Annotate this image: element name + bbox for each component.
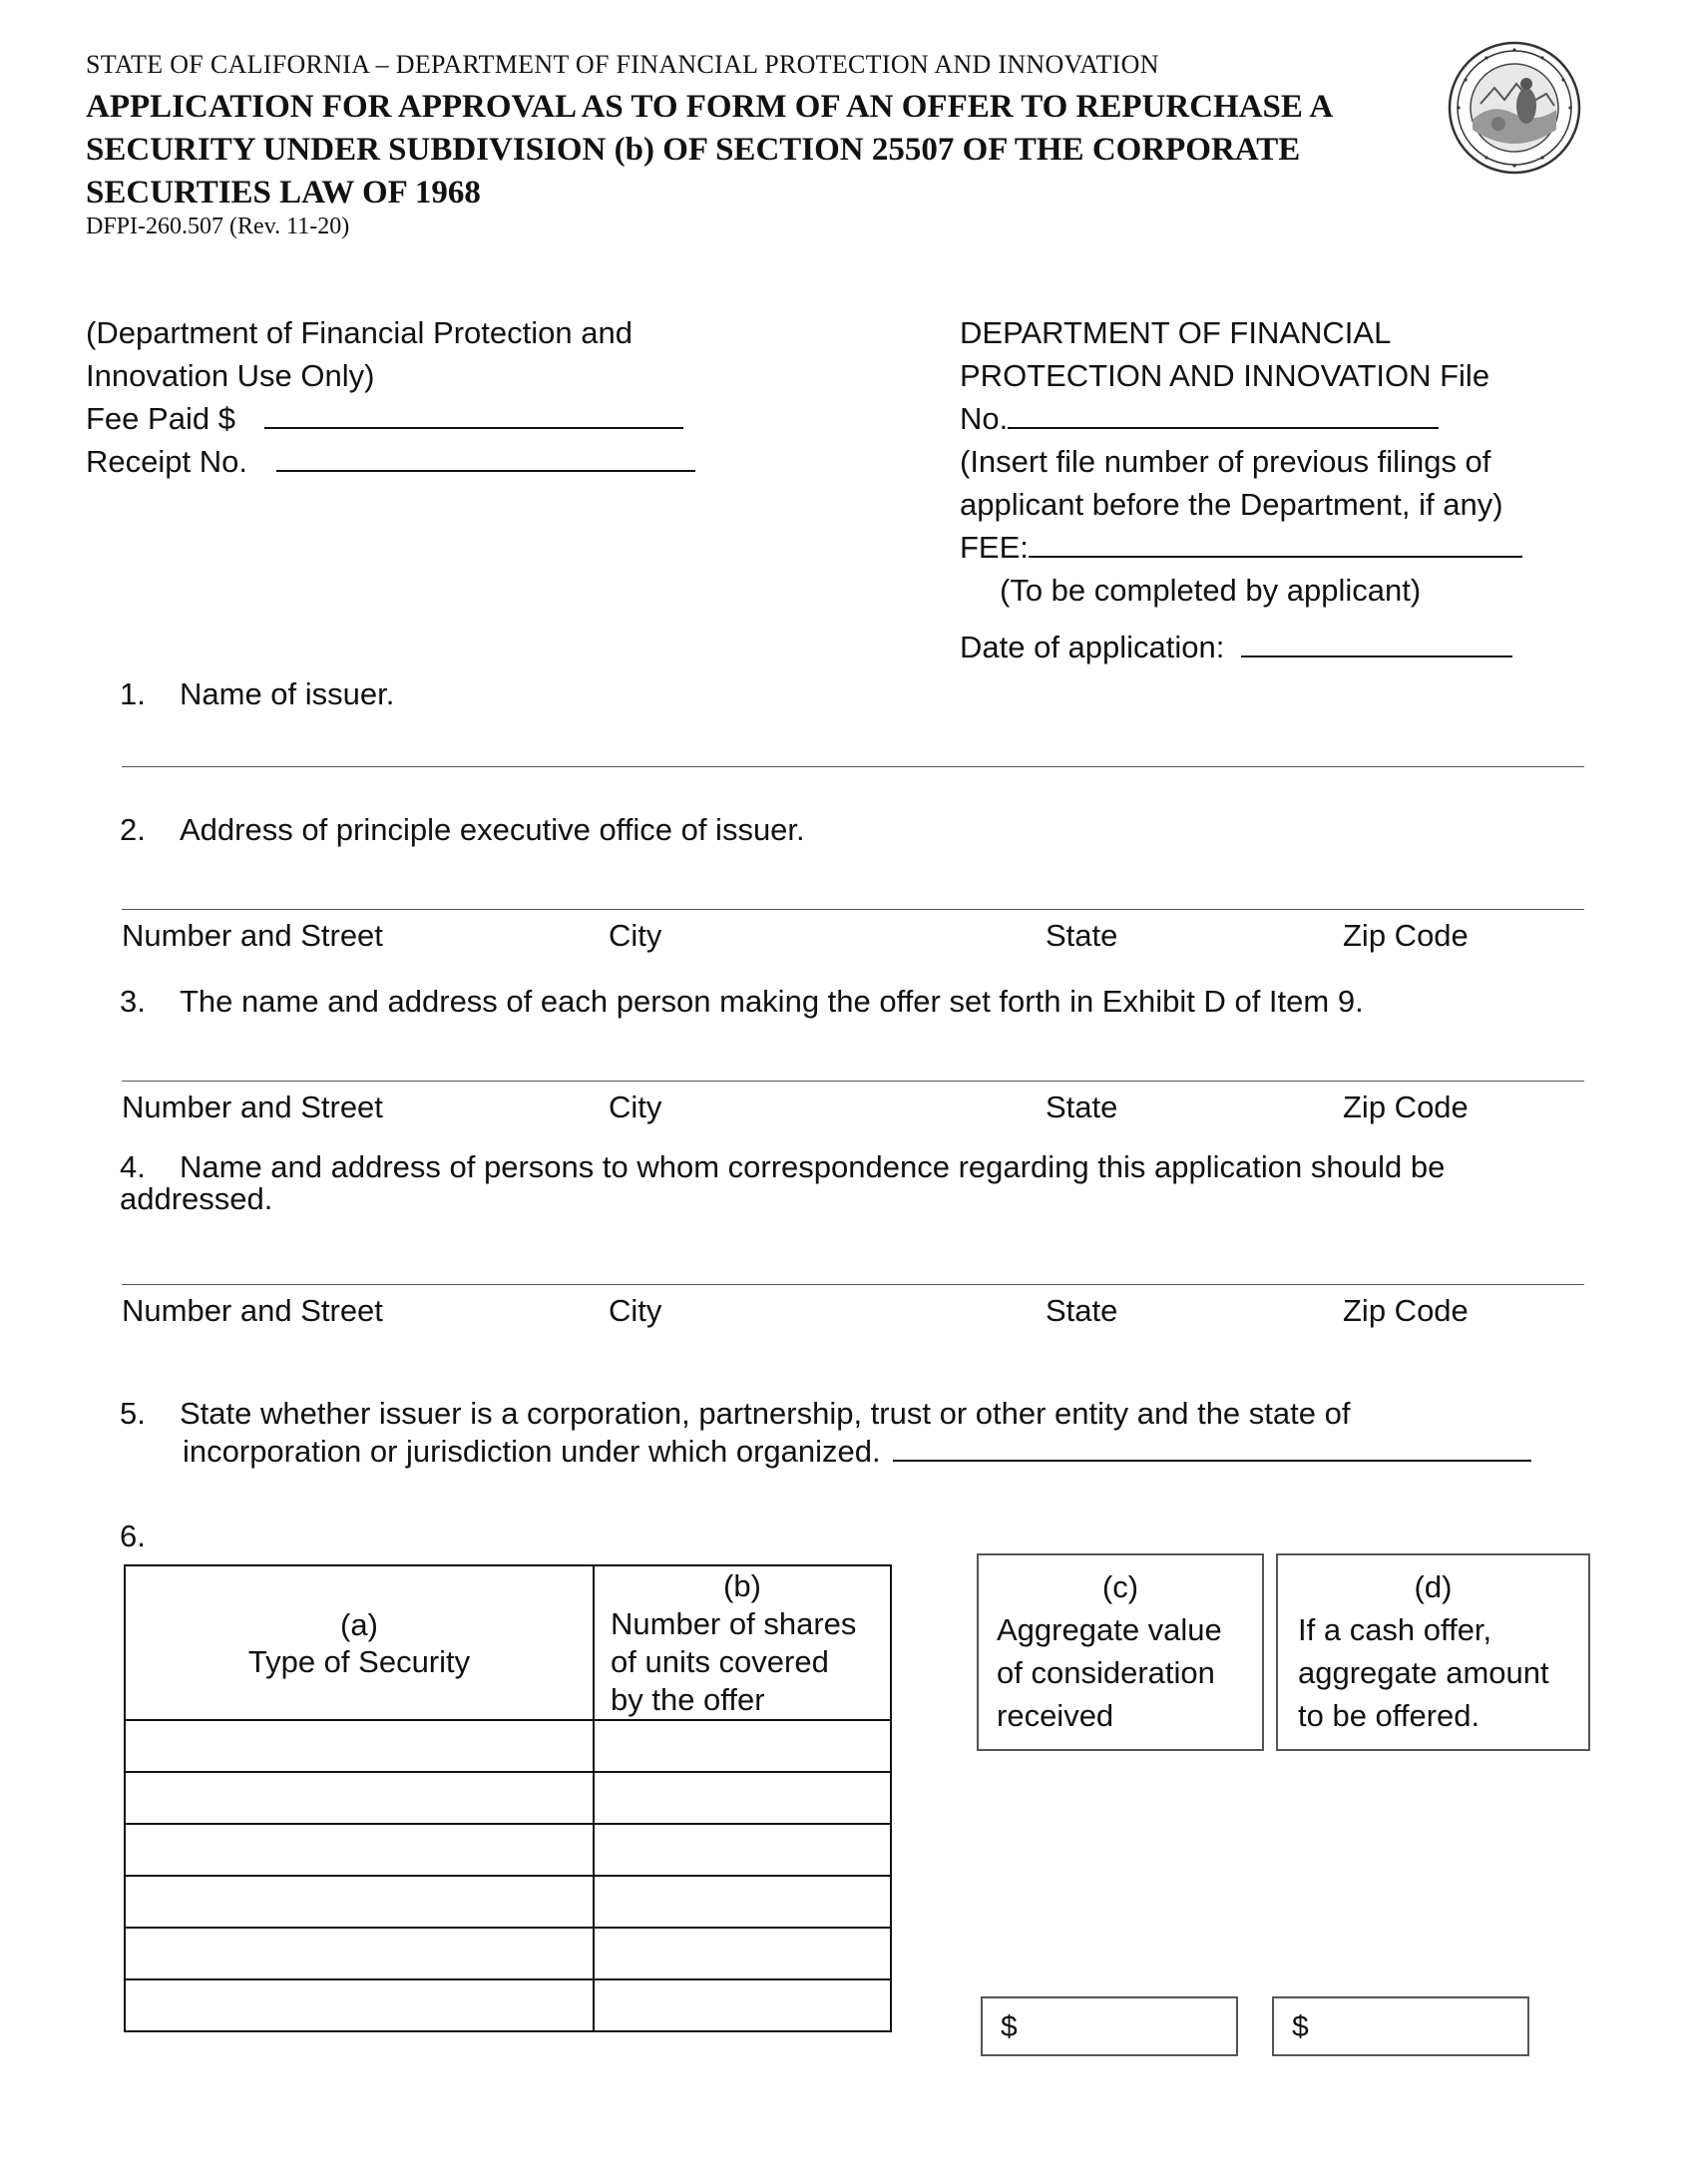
address-city-label: City <box>609 1090 662 1124</box>
aggregate-value-amount-field[interactable] <box>981 1996 1238 2056</box>
box-c-aggregate-value <box>977 1553 1264 1751</box>
file-block-line-2: PROTECTION AND INNOVATION File <box>960 358 1490 393</box>
item-1 <box>120 672 394 715</box>
shares-cell[interactable] <box>594 1876 891 1928</box>
securities-table-header <box>125 1565 891 1720</box>
form-title-line-3: SECURTIES LAW OF 1968 <box>86 175 481 211</box>
item-5 <box>120 1395 1596 1471</box>
entity-type-field[interactable] <box>893 1434 1531 1462</box>
file-block <box>960 311 1578 668</box>
col-a-letter: (a) <box>340 1606 378 1642</box>
shares-cell[interactable] <box>594 1928 891 1979</box>
box-c-line-1: Aggregate value <box>997 1612 1222 1647</box>
address-city-label: City <box>609 1293 662 1328</box>
security-type-cell[interactable] <box>125 1979 594 2031</box>
address-street-label: Number and Street <box>122 918 383 953</box>
date-of-application-field[interactable] <box>1241 626 1512 657</box>
item-4-text-line-2: addressed. <box>120 1181 273 1216</box>
principal-office-address-field[interactable] <box>122 909 1584 910</box>
item-1-number: 1. <box>120 676 146 711</box>
col-b-line-3: by the offer <box>611 1681 765 1717</box>
cash-offer-amount-field[interactable] <box>1272 1996 1529 2056</box>
address-state-label: State <box>1046 918 1118 953</box>
security-type-cell[interactable] <box>125 1824 594 1876</box>
col-b-line-1: Number of shares <box>611 1605 857 1641</box>
dollar-sign: $ <box>1001 2010 1018 2043</box>
box-c-line-2: of consideration <box>997 1655 1215 1690</box>
form-title <box>86 86 1383 215</box>
item-5-text-line-2: incorporation or jurisdiction under which organized. <box>183 1434 881 1469</box>
box-d-line-2: aggregate amount <box>1298 1655 1549 1690</box>
item-4-number: 4. <box>120 1149 146 1184</box>
california-state-seal-icon <box>1447 40 1582 176</box>
table-row <box>125 1876 891 1928</box>
address-street-label: Number and Street <box>122 1090 383 1124</box>
securities-table <box>124 1564 892 2032</box>
shares-cell[interactable] <box>594 1824 891 1876</box>
fee-row <box>960 526 1578 569</box>
security-type-cell[interactable] <box>125 1876 594 1928</box>
address-zip-label: Zip Code <box>1343 918 1469 953</box>
security-type-cell[interactable] <box>125 1772 594 1824</box>
dollar-sign: $ <box>1292 2010 1309 2043</box>
box-c-line-3: received <box>997 1698 1114 1733</box>
file-number-field[interactable] <box>1008 397 1439 429</box>
col-a-label: Type of Security <box>247 1643 471 1679</box>
receipt-number-field[interactable] <box>276 440 695 472</box>
offeror-address-field[interactable] <box>122 1081 1584 1082</box>
security-type-cell[interactable] <box>125 1720 594 1772</box>
fee-label: FEE: <box>960 530 1029 565</box>
receipt-label: Receipt No. <box>86 444 247 479</box>
date-row <box>960 626 1578 668</box>
col-b-line-2: of units covered <box>611 1643 829 1679</box>
receipt-row <box>86 440 695 483</box>
item-3 <box>120 980 1364 1023</box>
item-2-text: Address of principle executive office of issuer. <box>180 812 805 847</box>
col-b-header <box>594 1565 891 1720</box>
fee-paid-field[interactable] <box>264 397 683 429</box>
table-row <box>125 1979 891 2031</box>
form-title-line-1: APPLICATION FOR APPROVAL AS TO FORM OF AN OFFER TO REPURCHASE A <box>86 89 1334 125</box>
form-title-line-2: SECURITY UNDER SUBDIVISION (b) OF SECTION 25507 OF THE CORPORATE <box>86 132 1301 168</box>
item-3-number: 3. <box>120 984 146 1019</box>
address-city-label: City <box>609 918 662 953</box>
date-of-application-label: Date of application: <box>960 630 1225 664</box>
agency-header: STATE OF CALIFORNIA – DEPARTMENT OF FINANCIAL PROTECTION AND INNOVATION <box>86 50 1159 79</box>
box-d-line-3: to be offered. <box>1298 1698 1480 1733</box>
address-zip-label: Zip Code <box>1343 1293 1469 1328</box>
item-4 <box>120 1151 1596 1215</box>
security-type-cell[interactable] <box>125 1928 594 1979</box>
table-row <box>125 1772 891 1824</box>
form-number: DFPI-260.507 (Rev. 11-20) <box>86 214 350 239</box>
address-zip-label: Zip Code <box>1343 1090 1469 1124</box>
item-5-text-line-1: State whether issuer is a corporation, partnership, trust or other entity and the state of <box>180 1396 1351 1431</box>
box-d-cash-offer <box>1276 1553 1590 1751</box>
insert-note-line-1: (Insert file number of previous filings of <box>960 444 1491 479</box>
fee-field[interactable] <box>1029 526 1522 558</box>
completed-by-note: (To be completed by applicant) <box>1000 573 1422 608</box>
office-use-block <box>86 311 695 483</box>
office-use-line-2: Innovation Use Only) <box>86 358 375 393</box>
item-4-text-line-1: Name and address of persons to whom correspondence regarding this application should be <box>180 1149 1446 1184</box>
item-3-text: The name and address of each person making the offer set forth in Exhibit D of Item 9. <box>180 984 1364 1019</box>
table-row <box>125 1824 891 1876</box>
file-number-label: No. <box>960 401 1009 436</box>
address-state-label: State <box>1046 1090 1118 1124</box>
item-2-number: 2. <box>120 812 146 847</box>
col-b-letter: (b) <box>723 1567 761 1603</box>
table-row <box>125 1720 891 1772</box>
shares-cell[interactable] <box>594 1720 891 1772</box>
correspondence-address-field[interactable] <box>122 1284 1584 1285</box>
col-a-header <box>125 1565 594 1720</box>
item-5-number: 5. <box>120 1396 146 1431</box>
office-use-line-1: (Department of Financial Protection and <box>86 315 633 350</box>
fee-paid-row <box>86 397 695 440</box>
item-2 <box>120 808 805 851</box>
file-block-line-1: DEPARTMENT OF FINANCIAL <box>960 315 1392 350</box>
address-state-label: State <box>1046 1293 1118 1328</box>
item-6-number: 6. <box>120 1519 146 1553</box>
item-1-text: Name of issuer. <box>180 676 395 711</box>
shares-cell[interactable] <box>594 1979 891 2031</box>
box-d-letter: (d) <box>1414 1569 1453 1604</box>
table-row <box>125 1928 891 1979</box>
box-d-line-1: If a cash offer, <box>1298 1612 1492 1647</box>
file-number-row <box>960 397 1578 440</box>
insert-note-line-2: applicant before the Department, if any) <box>960 487 1503 522</box>
shares-cell[interactable] <box>594 1772 891 1824</box>
fee-paid-label: Fee Paid $ <box>86 401 235 436</box>
address-street-label: Number and Street <box>122 1293 383 1328</box>
issuer-name-field[interactable] <box>122 766 1584 767</box>
box-c-letter: (c) <box>1101 1569 1139 1604</box>
